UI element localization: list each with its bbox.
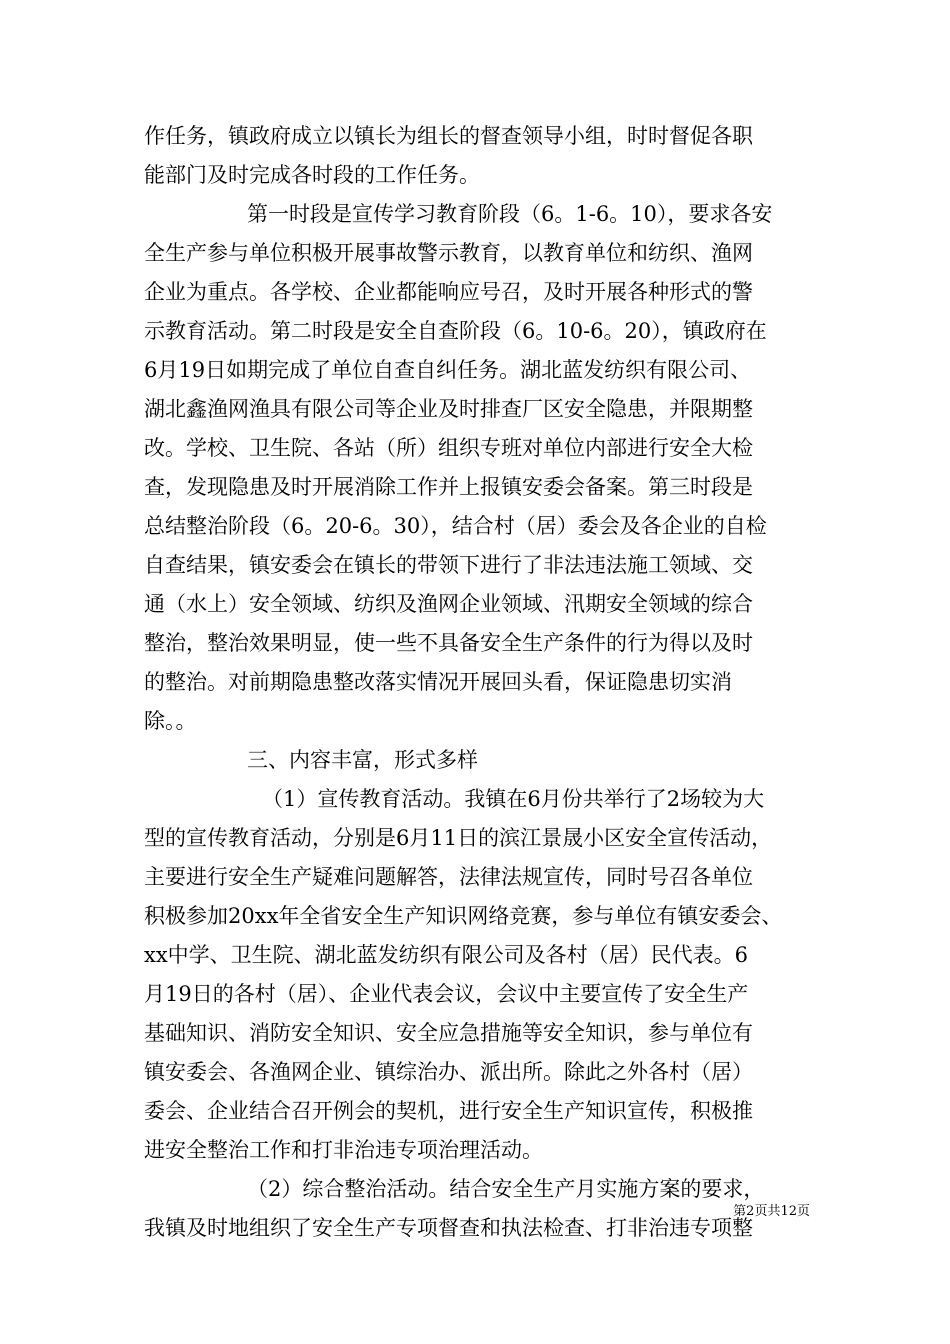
text-line: 作任务，镇政府成立以镇长为组长的督查领导小组，时时督促各职 <box>144 124 753 148</box>
text-line: 型的宣传教育活动，分别是6月11日的滨江景晟小区安全宣传活动， <box>144 826 773 850</box>
text-line: 通（水上）安全领域、纺织及渔网企业领域、汛期安全领域的综合 <box>144 592 753 616</box>
text-line: 整治，整治效果明显，使一些不具备安全生产条件的行为得以及时 <box>144 631 753 655</box>
text-line: 的整治。对前期隐患整改落实情况开展回头看，保证隐患切实消 <box>144 670 732 694</box>
section-heading: 三、内容丰富，形式多样 <box>247 748 478 772</box>
text-line: 查，发现隐患及时开展消除工作并上报镇安委会备案。第三时段是 <box>144 475 753 499</box>
text-line: 总结整治阶段（6。20-6。30），结合村（居）委会及各企业的自检 <box>144 514 767 538</box>
text-line: 月19日的各村（居）、企业代表会议，会议中主要宣传了安全生产 <box>144 982 749 1006</box>
text-line: 镇安委会、各渔网企业、镇综治办、派出所。除此之外各村（居） <box>144 1060 753 1084</box>
text-line: 委会、企业结合召开例会的契机，进行安全生产知识宣传，积极推 <box>144 1099 753 1123</box>
page-number: 第2页共12页 <box>733 1204 810 1219</box>
paragraph-first-line: 第一时段是宣传学习教育阶段（6。1-6。10），要求各安 <box>247 202 773 226</box>
text-line: 自查结果，镇安委会在镇长的带领下进行了非法违法施工领域、交 <box>144 553 753 577</box>
paragraph-first-line: （1）宣传教育活动。我镇在6月份共举行了2场较为大 <box>262 787 765 811</box>
text-line: 6月19日如期完成了单位自查自纠任务。湖北蓝发纺织有限公司、 <box>144 358 752 382</box>
text-line: 积极参加20xx年全省安全生产知识网络竞赛，参与单位有镇安委会、 <box>144 904 783 928</box>
text-line: 基础知识、消防安全知识、安全应急措施等安全知识，参与单位有 <box>144 1021 753 1045</box>
text-line: 企业为重点。各学校、企业都能响应号召，及时开展各种形式的警 <box>144 280 753 304</box>
text-line: 能部门及时完成各时段的工作任务。 <box>144 163 480 187</box>
text-line: xx中学、卫生院、湖北蓝发纺织有限公司及各村（居）民代表。6 <box>144 943 749 967</box>
text-line: 进安全整治工作和打非治违专项治理活动。 <box>144 1138 543 1162</box>
text-line: 我镇及时地组织了安全生产专项督查和执法检查、打非治违专项整 <box>144 1216 753 1240</box>
text-line: 示教育活动。第二时段是安全自查阶段（6。10-6。20），镇政府在 <box>144 319 767 343</box>
paragraph-first-line: （2）综合整治活动。结合安全生产月实施方案的要求， <box>247 1177 765 1201</box>
body-text <box>144 117 814 1248</box>
text-line: 除。。 <box>144 709 197 733</box>
text-line: 全生产参与单位积极开展事故警示教育，以教育单位和纺织、渔网 <box>144 241 753 265</box>
text-line: 主要进行安全生产疑难问题解答，法律法规宣传，同时号召各单位 <box>144 865 753 889</box>
text-line: 湖北鑫渔网渔具有限公司等企业及时排查厂区安全隐患，并限期整 <box>144 397 753 421</box>
text-line: 改。学校、卫生院、各站（所）组织专班对单位内部进行安全大检 <box>144 436 753 460</box>
